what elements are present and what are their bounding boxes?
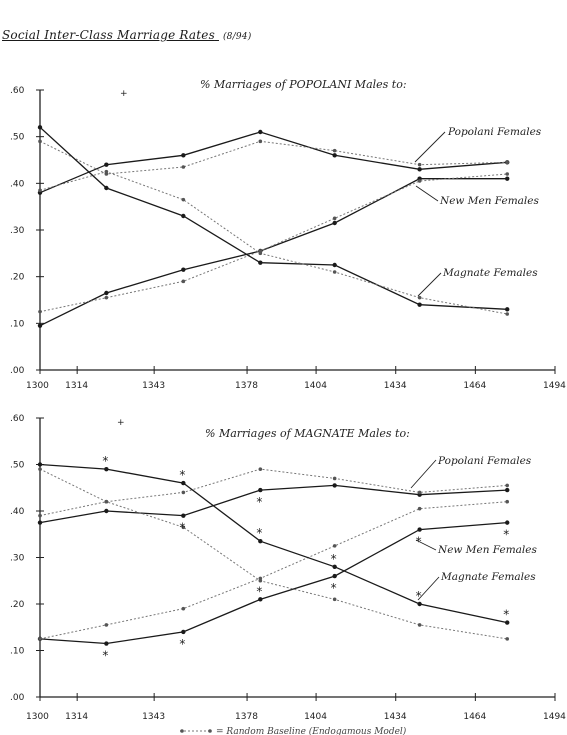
chart-2-star-marker: * [503, 607, 510, 622]
chart-2-star-marker: * [256, 584, 263, 599]
chart-2-point-new-men-females [38, 637, 42, 641]
chart-2-point-popolani-females [104, 509, 108, 513]
chart-1-point-magnate-females [38, 189, 42, 193]
chart-1-title: % Marriages of POPOLANI Males to: [200, 78, 407, 91]
chart-2-point-magnate-females [505, 637, 509, 641]
chart-1-x-tick-label: 1434 [383, 381, 407, 391]
chart-1-point-new-men-females [505, 172, 509, 176]
chart-1-point-new-men-females [333, 217, 337, 221]
chart-1-point-magnate-females [417, 302, 421, 306]
chart-1-point-new-men-females [332, 221, 336, 225]
chart-2-x-tick-label: 1434 [383, 712, 407, 722]
chart-2-x-tick-label: 1378 [235, 712, 258, 722]
chart-1-annotation-label: Popolani Females [448, 126, 542, 138]
chart-2-star-marker: * [503, 527, 510, 542]
chart-1-point-magnate-females [259, 252, 263, 256]
chart-1-point-popolani-females [418, 163, 422, 167]
chart-1-series-magnate-females-solid [40, 127, 507, 309]
chart-1-point-popolani-females [258, 130, 262, 134]
chart-1-y-tick-label: .00 [10, 366, 25, 376]
chart-2-point-popolani-females [182, 491, 186, 495]
chart-1-x-tick-label: 1378 [235, 381, 258, 391]
chart-1-point-new-men-females [182, 280, 186, 284]
chart-2-x-tick-label: 1404 [304, 712, 327, 722]
chart-1-point-new-men-females [105, 296, 109, 300]
chart-1-point-popolani-females [181, 153, 185, 157]
chart-1-point-popolani-females [104, 162, 108, 166]
chart-1-point-magnate-females [38, 125, 42, 129]
chart-2-point-popolani-females [258, 488, 262, 492]
chart-2-point-popolani-females [38, 520, 42, 524]
chart-2-point-new-men-females [417, 527, 421, 531]
chart-1-point-magnate-females [333, 270, 337, 274]
chart-1-x-tick-label: 1343 [142, 381, 166, 391]
chart-2-point-new-men-females [333, 544, 337, 548]
chart-2-annotation-label: Popolani Females [438, 455, 532, 467]
axis-mark: + [120, 89, 128, 99]
chart-1-point-popolani-females [333, 149, 337, 153]
chart-2-point-new-men-females [181, 630, 185, 634]
chart-1-annotation-leader [418, 273, 441, 296]
chart-2-x-tick-label: 1343 [142, 712, 166, 722]
chart-2-point-new-men-females [332, 574, 336, 578]
chart-1-point-magnate-females [104, 186, 108, 190]
chart-2-annotation-label: New Men Females [438, 544, 537, 556]
chart-2-title: % Marriages of MAGNATE Males to: [205, 427, 410, 440]
chart-2-star-marker: * [415, 589, 422, 603]
chart-2-point-magnate-females [418, 623, 422, 627]
chart-2-point-new-men-females [505, 520, 509, 524]
page-title-text: Social Inter-Class Marriage Rates [2, 28, 215, 42]
chart-2-x-tick-label: 1314 [65, 712, 89, 722]
chart-2-x-tick-label: 1494 [543, 712, 566, 722]
legend-point [208, 729, 212, 733]
chart-2-point-new-men-females [418, 507, 422, 511]
chart-2-point-popolani-females [259, 467, 263, 471]
chart-1-point-popolani-females [259, 140, 263, 144]
chart-2-x-tick-label: 1300 [26, 712, 49, 722]
chart-1-series-new-men-females-dotted [40, 174, 507, 312]
chart-1-point-new-men-females [38, 323, 42, 327]
chart-2-point-magnate-females [38, 462, 42, 466]
chart-1-series-magnate-females-dotted [40, 172, 507, 314]
chart-1-point-new-men-females [505, 176, 509, 180]
chart-2-y-tick-label: .30 [10, 553, 25, 564]
chart-1-annotation-leader [415, 132, 445, 162]
chart-2-series-popolani-females-dotted [40, 469, 507, 515]
chart-2-y-tick-label: .10 [10, 646, 25, 657]
chart-2-star-marker: * [256, 495, 263, 510]
chart-2-series-new-men-females-dotted [40, 502, 510, 639]
chart-1-point-magnate-females [332, 263, 336, 267]
chart-2-point-magnate-females [333, 598, 337, 602]
chart-2-annotation-leader [411, 460, 436, 488]
chart-1-y-tick-label: .40 [10, 179, 25, 190]
chart-2-star-marker: * [256, 526, 263, 541]
chart-2-point-new-men-females [105, 623, 109, 627]
chart-2-annotation-label: Magnate Females [441, 571, 536, 583]
chart-1-y-tick-label: .50 [10, 132, 25, 143]
chart-1-point-magnate-females [505, 307, 509, 311]
chart-2-star-marker: * [179, 636, 186, 651]
chart-1-y-tick-label: .60 [10, 86, 25, 96]
chart-2-y-tick-label: .20 [10, 600, 25, 610]
chart-1-series-popolani-females-dotted [40, 141, 507, 174]
chart-1-annotation-label: New Men Females [440, 195, 539, 207]
chart-1-y-tick-label: .10 [10, 319, 25, 330]
chart-1-point-popolani-females [332, 153, 336, 157]
chart-1-point-magnate-females [105, 170, 109, 174]
chart-2-star-marker: * [179, 520, 186, 535]
chart-2-point-new-men-females [505, 500, 509, 504]
chart-1-y-tick-label: .30 [10, 226, 25, 236]
chart-2-point-popolani-females [181, 513, 185, 517]
chart-2-star-marker: * [330, 551, 337, 566]
chart-2-point-popolani-females [418, 491, 422, 495]
chart-1-x-tick-label: 1494 [543, 381, 566, 391]
chart-2-point-popolani-females [505, 488, 509, 492]
chart-2-point-popolani-females [332, 483, 336, 487]
chart-2-star-marker: * [102, 454, 109, 469]
chart-2-point-magnate-females [38, 467, 42, 471]
chart-2-star-marker: * [102, 648, 109, 663]
chart-2-star-marker: * [179, 468, 186, 483]
chart-2-series-new-men-females-solid [40, 520, 510, 644]
chart-1-annotation-label: Magnate Females [443, 267, 538, 279]
chart-1-annotation-leader [416, 186, 438, 201]
chart-2-y-tick-label: .00 [10, 693, 25, 703]
chart-2-point-popolani-females [505, 484, 509, 488]
chart-1-point-new-men-females [104, 291, 108, 295]
chart-1-point-popolani-females [417, 167, 421, 171]
chart-2-y-tick-label: .50 [10, 460, 25, 471]
chart-2-point-new-men-females [104, 641, 108, 645]
chart-1-point-magnate-females [418, 296, 422, 300]
chart-1-x-tick-label: 1404 [304, 381, 327, 391]
chart-1-point-magnate-females [505, 312, 509, 316]
chart-1-point-magnate-females [181, 214, 185, 218]
chart-2-star-marker: * [415, 534, 422, 549]
chart-2-y-tick-label: .60 [10, 414, 25, 424]
chart-2-star-marker: * [330, 581, 337, 596]
chart-1-point-magnate-females [258, 260, 262, 264]
chart-2-point-new-men-females [182, 607, 186, 611]
chart-1-y-tick-label: .20 [10, 272, 25, 283]
chart-1-x-tick-label: 1314 [65, 381, 89, 391]
chart-1-x-tick-label: 1300 [26, 381, 49, 391]
chart-1-x-tick-label: 1464 [463, 381, 487, 391]
chart-1-point-magnate-females [182, 198, 186, 202]
chart-2-point-popolani-females [38, 514, 42, 518]
chart-2-x-tick-label: 1464 [463, 712, 487, 722]
chart-1-point-new-men-females [181, 267, 185, 271]
chart-1-series-popolani-females-solid [40, 132, 507, 193]
chart-1-point-new-men-females [418, 179, 422, 183]
axis-mark: + [117, 418, 125, 428]
page-title-date: (8/94) [222, 32, 252, 42]
chart-2-point-magnate-females [259, 579, 263, 583]
legend-text: = Random Baseline (Endogamous Model) [216, 727, 407, 735]
chart-1-point-popolani-females [505, 161, 509, 165]
chart-1-point-popolani-females [182, 165, 186, 169]
chart-1-point-popolani-females [38, 140, 42, 144]
chart-1-point-new-men-females [38, 310, 42, 314]
chart-2-y-tick-label: .40 [10, 507, 25, 517]
chart-2-point-popolani-females [333, 477, 337, 481]
legend-point [180, 729, 184, 733]
chart-2-point-magnate-females [105, 500, 109, 504]
